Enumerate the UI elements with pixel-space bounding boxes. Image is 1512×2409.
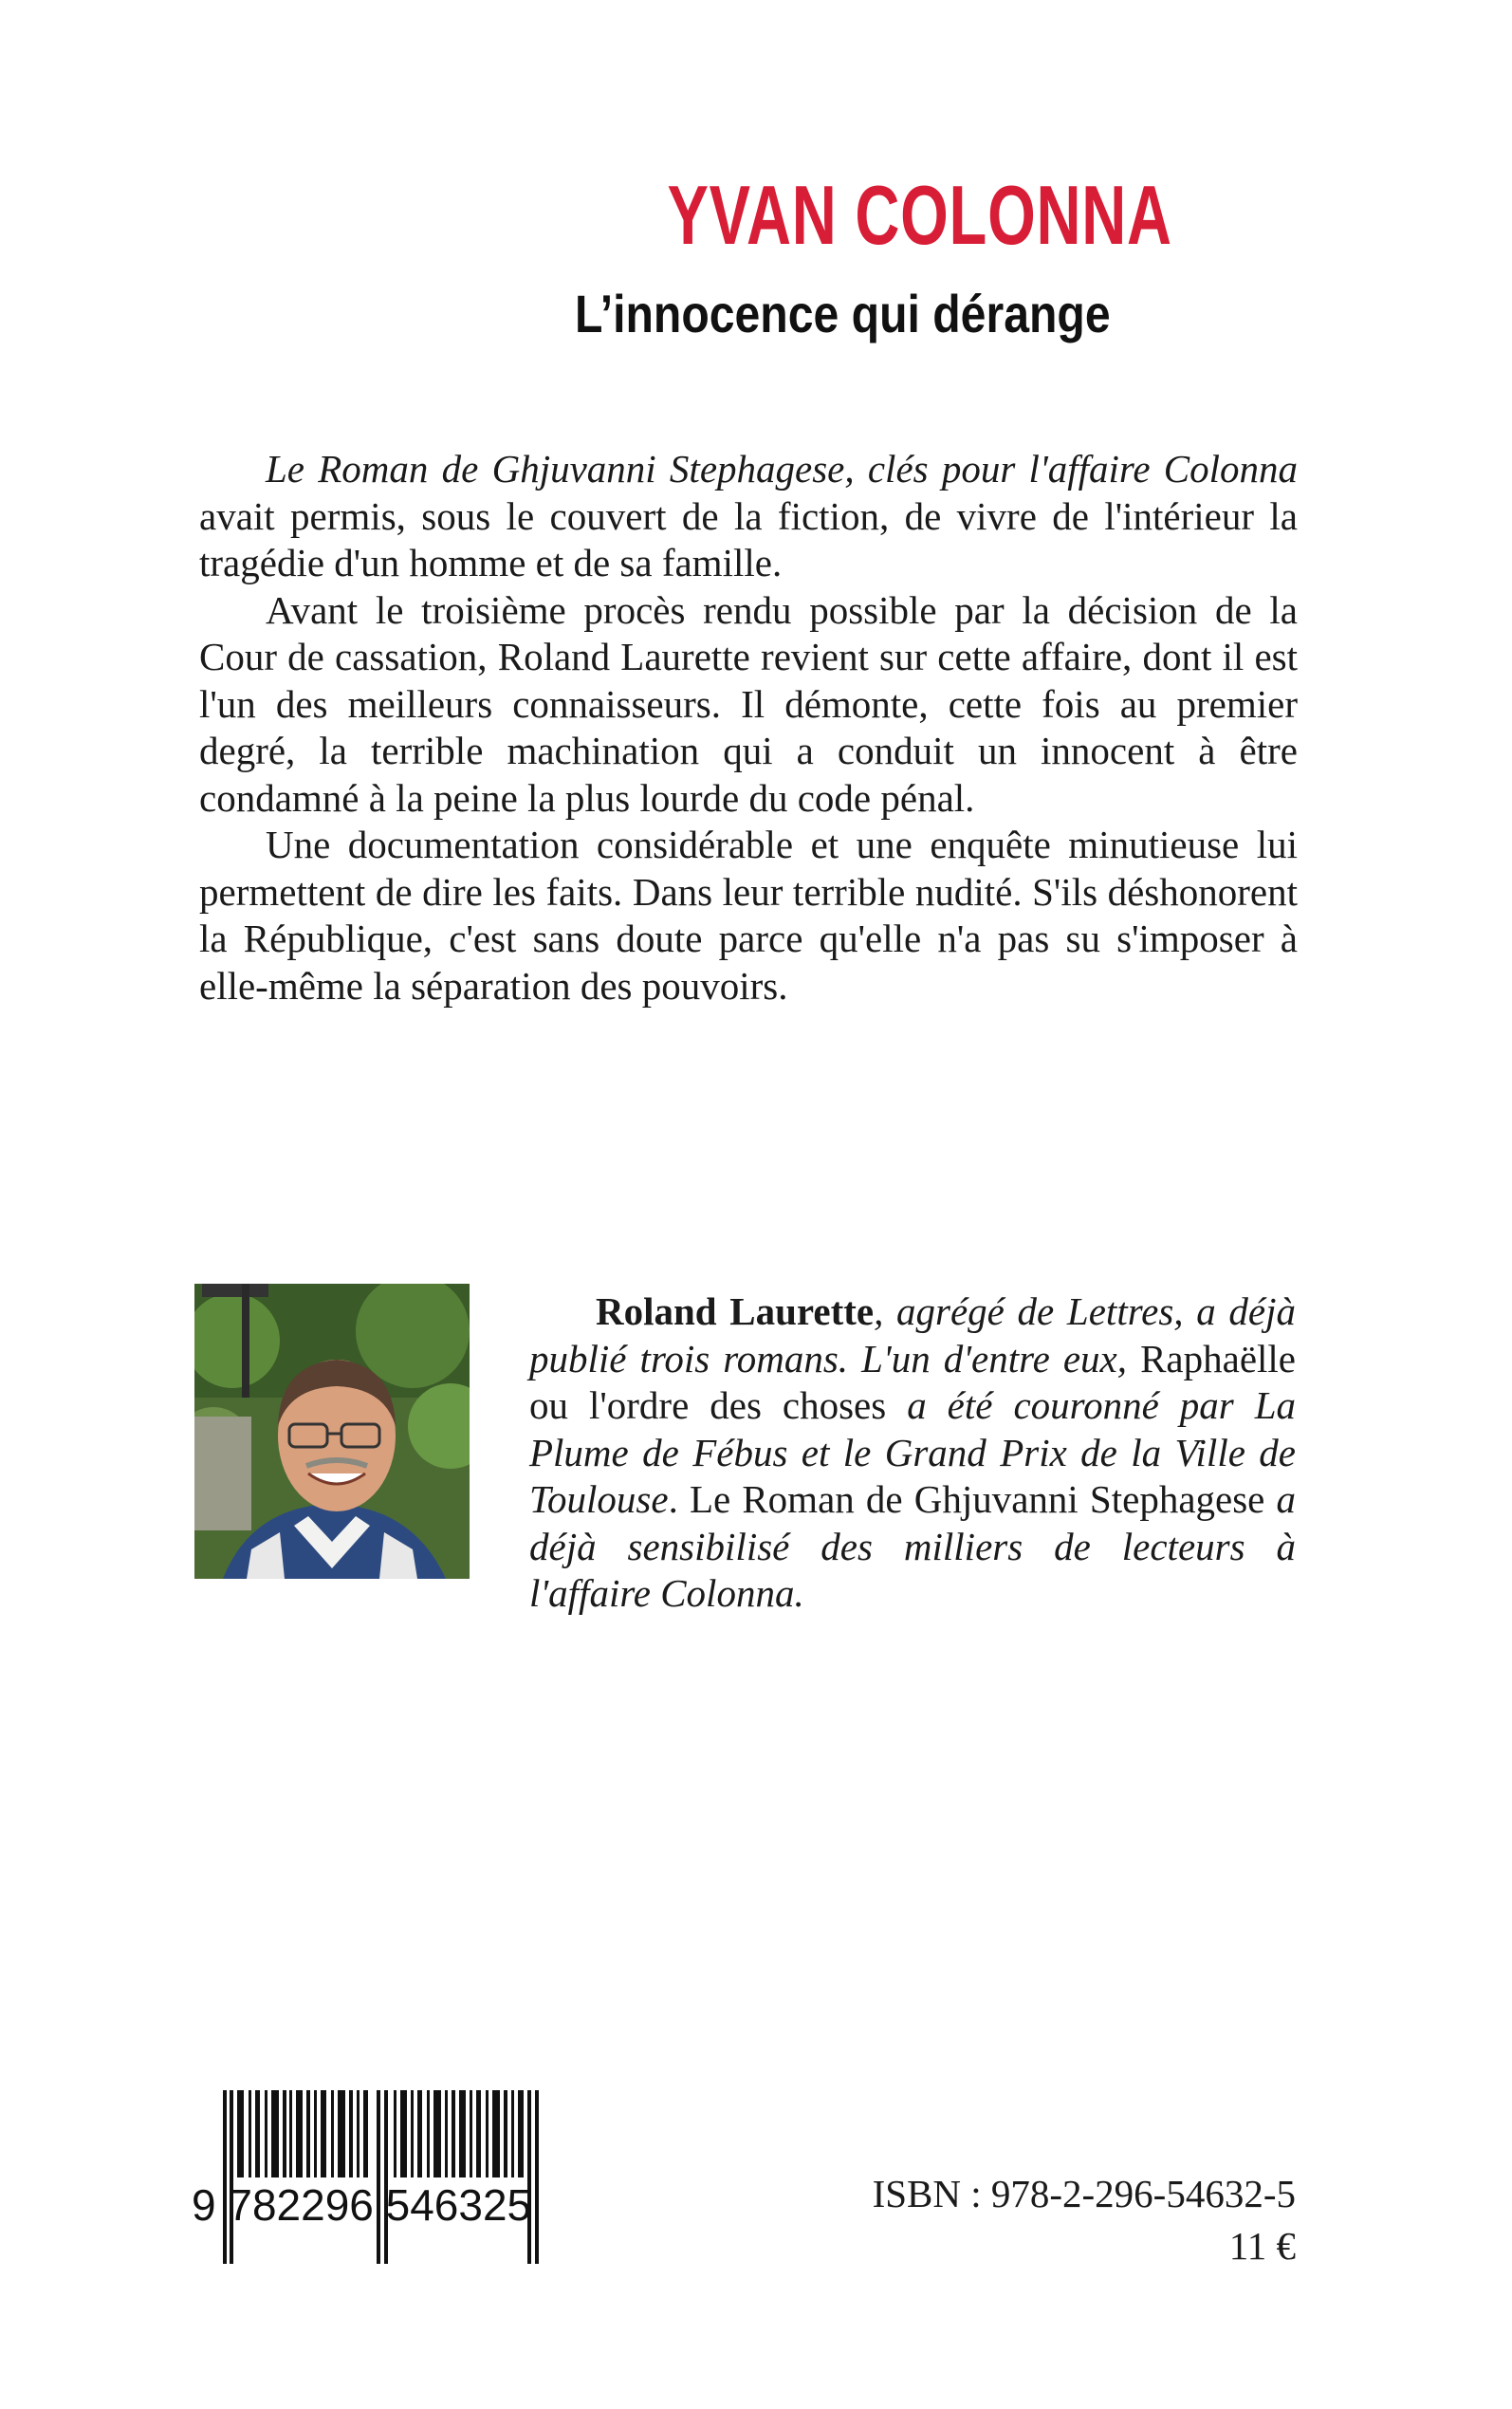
author-book-title: Raphaëlle ou l'ordre des choses (529, 1336, 1296, 1427)
author-bio-part-3: . Le Roman de Ghjuvanni Stephagese (668, 1477, 1265, 1521)
author-bio-part-4: a déjà sensibilisé des milliers de lecteurs à l'affaire Colonna. (529, 1477, 1296, 1615)
previous-book-title: Le Roman de Ghjuvanni Stephagese, clés pour l'affaire Colonna (266, 447, 1298, 491)
author-bio-part-1: , agrégé de Lettres, a déjà publié trois romans. L'un d'entre eux, (529, 1289, 1296, 1381)
barcode-digits: 9 782296 546325 (192, 2180, 532, 2230)
barcode (192, 2090, 601, 2264)
book-subtitle-wrapper (531, 283, 1111, 344)
summary-paragraph-2: Avant le troisième procès rendu possible par la décision de la Cour de cassation, Roland Laurette revient sur cette affaire, dont il est l'un des meilleurs connaisseurs. Il démonte, cette fois au premier degré, la terrible machination qui a conduit un innocent à être condamné à la peine la plus lourde du code pénal. (199, 587, 1298, 820)
author-photo (194, 1284, 470, 1579)
author-bio (529, 1288, 1296, 1618)
book-subtitle: L’innocence qui dérange (574, 284, 1111, 343)
isbn: ISBN : 978-2-296-54632-5 (872, 2172, 1296, 2215)
summary-paragraph-1 (199, 446, 1298, 587)
author-bio-part-2: a été couronné par La Plume de Fébus et le Grand Prix de la Ville de Toulouse (529, 1383, 1296, 1521)
summary-paragraph-1-text: avait permis, sous le couvert de la fiction, de vivre de l'intérieur la tragédie d'un homme et de sa famille. (199, 493, 1298, 584)
summary-text (199, 446, 1298, 1010)
book-title: YVAN COLONNA (667, 168, 1172, 262)
summary-paragraph-3: Une documentation considérable et une enquête minutieuse lui permettent de dire les faits. Dans leur terrible nudité. S'ils déshonorent la République, c'est sans doute parce qu'elle n'a pas su s'imposer à elle-même la séparation des pouvoirs. (199, 823, 1298, 1008)
price: 11 € (1228, 2224, 1296, 2268)
book-title-wrapper (579, 167, 1172, 264)
author-name: Roland Laurette (596, 1289, 875, 1333)
